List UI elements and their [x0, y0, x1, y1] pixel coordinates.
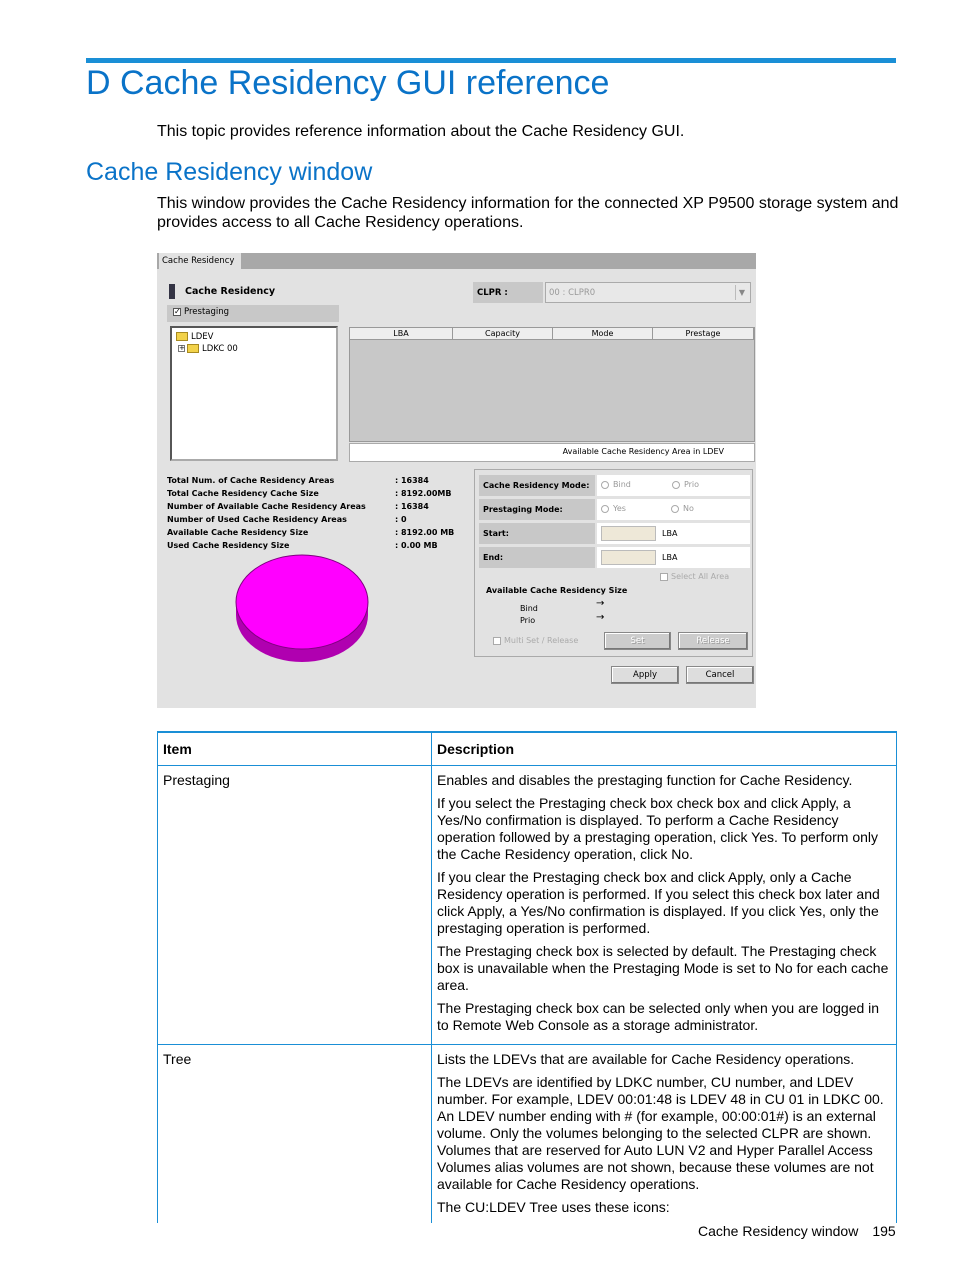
- stat-label: Available Cache Residency Size: [167, 528, 309, 537]
- cache-residency-window-screenshot: [157, 253, 756, 708]
- tree-root[interactable]: [176, 331, 332, 343]
- bind-option-label: Bind: [613, 480, 631, 489]
- prestaging-mode-options: [597, 499, 750, 520]
- description-cell: [432, 766, 897, 1045]
- section-intro: This window provides the Cache Residency information for the connected XP P9500 storage system and provides access to all Cache Residency operations.: [157, 195, 899, 231]
- usage-pie-chart: [234, 552, 374, 667]
- pie-slice-available: [236, 555, 368, 649]
- prestaging-checkbox-row[interactable]: [167, 305, 339, 322]
- cache-area-grid[interactable]: [349, 327, 755, 442]
- stat-row: [167, 528, 455, 540]
- window-title: Cache Residency: [169, 284, 275, 299]
- clpr-select[interactable]: [545, 282, 751, 303]
- start-input[interactable]: [601, 526, 656, 541]
- description-paragraph: The CU:LDEV Tree uses these icons:: [437, 1199, 670, 1215]
- table-header-row: [158, 732, 897, 766]
- stat-row: [167, 515, 407, 527]
- column-header-lba[interactable]: LBA: [350, 328, 453, 340]
- yes-radio[interactable]: [601, 505, 609, 513]
- description-paragraph: If you select the Prestaging check box check box and click Apply, a Yes/No confirmation is displayed. To perform a Cache Residency operation followed by a prestaging operation, click Yes. To perform only the Cache Residency operation, click No.: [437, 795, 879, 862]
- column-header-description: Description: [432, 732, 897, 766]
- multi-set-checkbox[interactable]: [493, 637, 501, 645]
- cancel-button[interactable]: Cancel: [686, 666, 754, 684]
- expand-icon[interactable]: +: [179, 344, 185, 352]
- item-cell: Tree: [158, 1045, 432, 1224]
- description-paragraph: The LDEVs are identified by LDKC number, CU number, and LDEV number. For example, LDEV 00:01:48 is LDEV 48 in CU 01 in LDKC 00. An LDEV number ending with # (for example, 00:00:01#) is an external volume. Only the volumes belonging to the selected CLPR are shown. Volumes that are reserved for Auto LUN V2 and Hyper Parallel Access Volumes alias volumes are not shown, because these volumes are not available for Cache Residency operations.: [437, 1074, 884, 1192]
- column-header-capacity[interactable]: Capacity: [453, 328, 553, 340]
- apply-button[interactable]: Apply: [611, 666, 679, 684]
- set-button[interactable]: Set: [604, 632, 671, 650]
- heading-rule: [86, 58, 896, 63]
- tree-root-label: LDEV: [191, 332, 214, 342]
- clpr-value: 00 : CLPR0: [549, 288, 596, 298]
- stat-label: Total Cache Residency Cache Size: [167, 489, 319, 498]
- available-area-label: Available Cache Residency Area in LDEV: [349, 443, 755, 462]
- select-all-checkbox[interactable]: [660, 573, 668, 581]
- yes-option-label: Yes: [613, 504, 626, 513]
- stat-value: : 16384: [395, 476, 429, 485]
- page-footer: [698, 1223, 896, 1239]
- description-paragraph: The Prestaging check box is selected by default. The Prestaging check box is unavailable when the Prestaging Mode is set to No for each cache area.: [437, 943, 889, 993]
- prio-radio[interactable]: [672, 481, 680, 489]
- start-unit: LBA: [662, 529, 678, 538]
- description-paragraph: The Prestaging check box can be selected only when you are logged in to Remote Web Console as a storage administrator.: [437, 1000, 880, 1033]
- end-field-row: [597, 547, 750, 568]
- prestaging-checkbox[interactable]: ✓: [174, 306, 181, 316]
- no-radio[interactable]: [671, 505, 679, 513]
- ldev-tree[interactable]: [170, 326, 338, 461]
- bind-size-label: Bind: [520, 604, 538, 613]
- multi-set-label: Multi Set / Release: [504, 636, 579, 645]
- bind-arrow-icon: →: [596, 598, 605, 609]
- no-option-label: No: [683, 504, 694, 513]
- folder-icon: [176, 332, 188, 341]
- section-title: Cache Residency window: [86, 158, 373, 186]
- select-all-row[interactable]: [660, 572, 729, 581]
- prio-arrow-icon: →: [596, 612, 605, 623]
- prio-option-label: Prio: [683, 480, 700, 489]
- table-row: [158, 766, 897, 1045]
- footer-section: Cache Residency window: [698, 1223, 859, 1239]
- page-heading: D Cache Residency GUI reference: [86, 64, 610, 102]
- prio-size-label: Prio: [520, 616, 536, 625]
- end-unit: LBA: [662, 553, 678, 562]
- avail-size-label: Available Cache Residency Size: [486, 586, 628, 595]
- description-paragraph: If you clear the Prestaging check box and click Apply, only a Cache Residency operation is performed. If you select this check box later and click Apply, a Yes/No confirmation is displayed. If you click Yes, only the prestaging operation is performed.: [437, 869, 880, 936]
- stat-value: : 0: [395, 515, 407, 524]
- stat-value: : 0.00 MB: [395, 541, 438, 550]
- prestaging-mode-label: Prestaging Mode:: [479, 499, 595, 520]
- tree-node-label: LDKC 00: [202, 344, 238, 354]
- folder-icon: [187, 344, 199, 353]
- stat-row: [167, 476, 429, 488]
- stat-row: [167, 502, 429, 514]
- mode-label: Cache Residency Mode:: [479, 475, 595, 496]
- description-paragraph: Enables and disables the prestaging function for Cache Residency.: [437, 772, 853, 788]
- stat-value: : 8192.00MB: [395, 489, 452, 498]
- chevron-down-icon[interactable]: ▼: [735, 285, 748, 300]
- description-paragraph: Lists the LDEVs that are available for Cache Residency operations.: [437, 1051, 855, 1067]
- tab-bar: [157, 253, 756, 269]
- stat-value: : 8192.00 MB: [395, 528, 455, 537]
- prestaging-label: Prestaging: [184, 307, 230, 317]
- settings-panel: [474, 469, 753, 657]
- description-cell: [432, 1045, 897, 1224]
- column-header-mode[interactable]: Mode: [553, 328, 653, 340]
- mode-options: [597, 475, 750, 496]
- end-input[interactable]: [601, 550, 656, 565]
- select-all-label: Select All Area: [671, 572, 730, 581]
- reference-table: [157, 731, 897, 1223]
- stat-label: Number of Available Cache Residency Areas: [167, 502, 366, 511]
- multi-set-row[interactable]: [493, 636, 578, 645]
- page-number: 195: [872, 1223, 896, 1239]
- item-cell: Prestaging: [158, 766, 432, 1045]
- end-label: End:: [479, 547, 595, 568]
- column-header-item: Item: [158, 732, 432, 766]
- tree-node-ldkc[interactable]: [176, 343, 332, 355]
- start-label: Start:: [479, 523, 595, 544]
- start-field-row: [597, 523, 750, 544]
- stat-label: Number of Used Cache Residency Areas: [167, 515, 347, 524]
- clpr-label: CLPR :: [473, 282, 543, 303]
- table-row: [158, 1045, 897, 1224]
- stat-value: : 16384: [395, 502, 429, 511]
- intro-text: This topic provides reference information about the Cache Residency GUI.: [157, 123, 685, 140]
- tab-cache-residency[interactable]: Cache Residency: [159, 253, 241, 269]
- stat-label: Used Cache Residency Size: [167, 541, 290, 550]
- bind-radio[interactable]: [601, 481, 609, 489]
- stat-label: Total Num. of Cache Residency Areas: [167, 476, 335, 485]
- column-header-prestage[interactable]: Prestage: [653, 328, 754, 340]
- release-button[interactable]: Release: [678, 632, 748, 650]
- stat-row: [167, 489, 452, 501]
